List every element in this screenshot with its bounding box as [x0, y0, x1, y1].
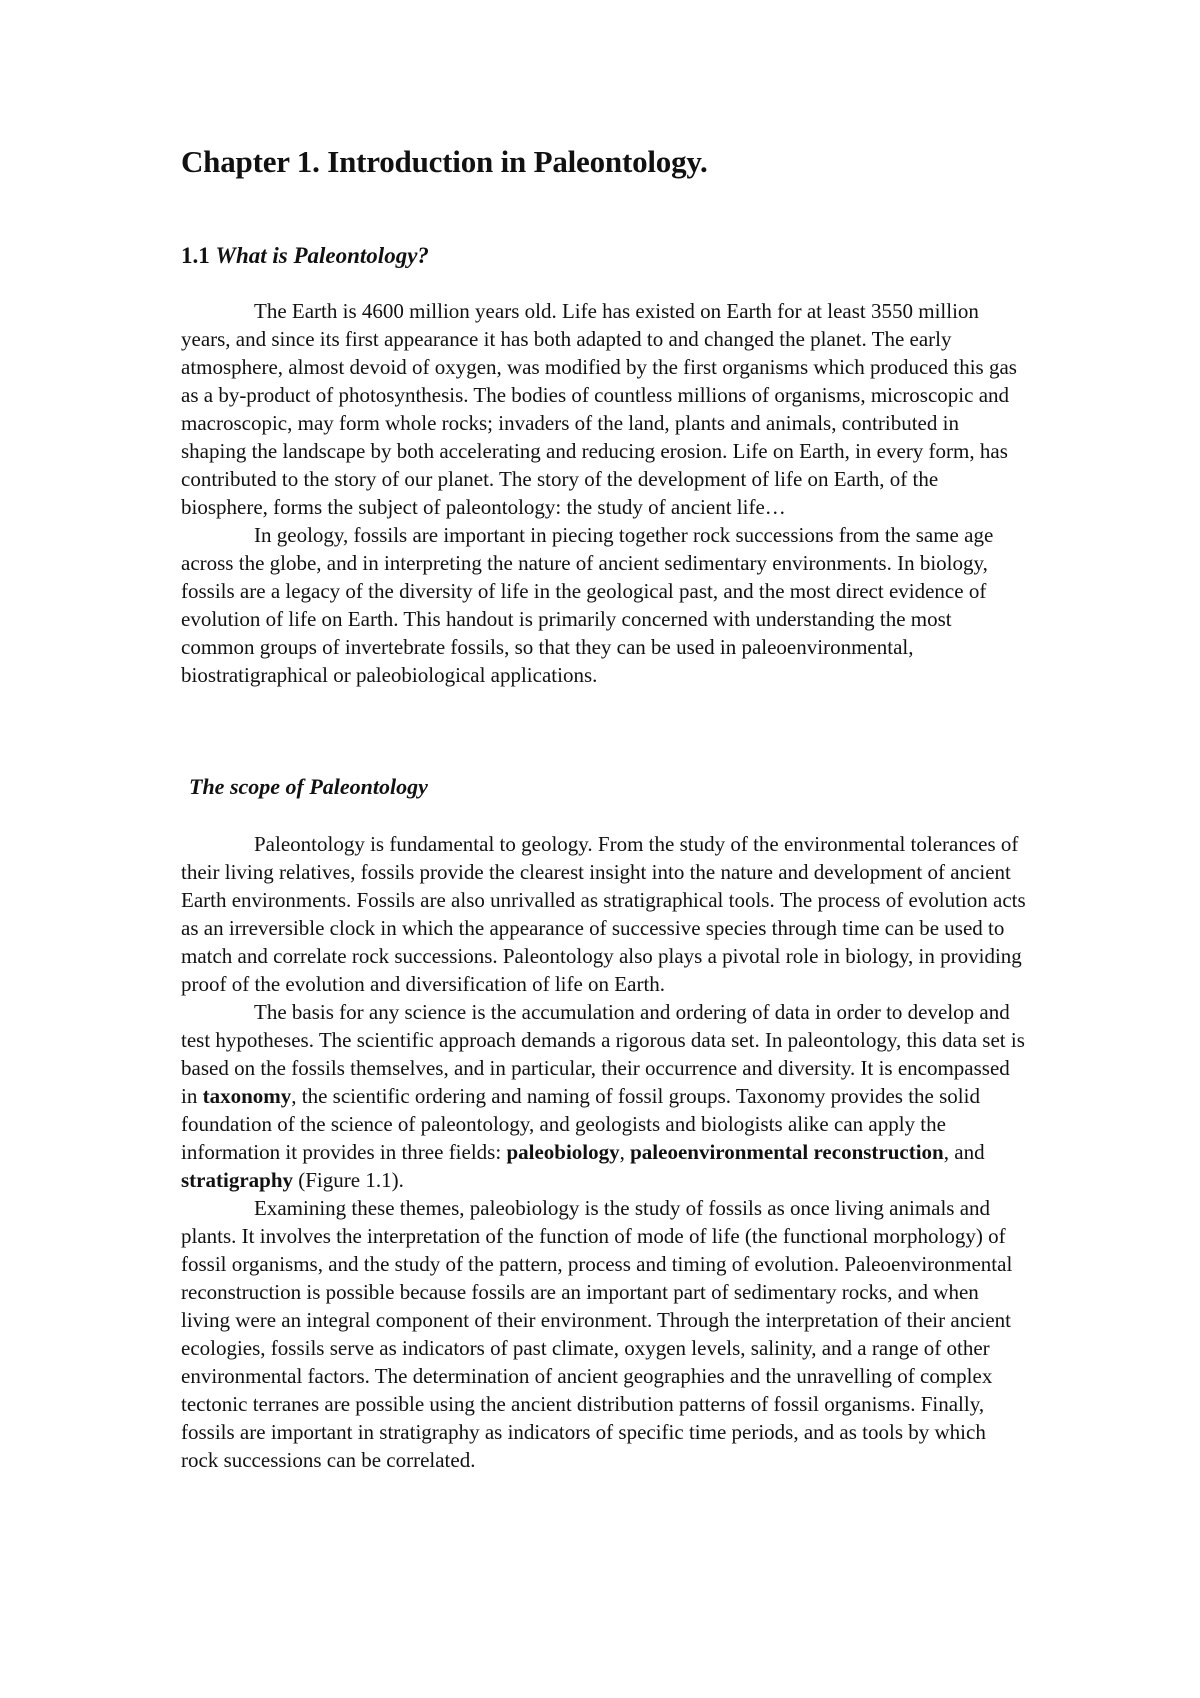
- scope-paragraph-3: Examining these themes, paleobiology is the study of fossils as once living animals and plants. It involves the interpretation of the function of mode of life (the functional morphology) of fossil organisms, and the study of the pattern, process and timing of evolution. Paleoenvironmental reconstruction is possible because fossils are an important part of sedimentary rocks, and when living were an integral component of their environment. Through the interpretation of their ancient ecologies, fossils serve as indicators of past climate, oxygen levels, salinity, and a range of other environmental factors. The determination of ancient geographies and the unravelling of complex tectonic terranes are possible using the ancient distribution patterns of fossil organisms. Finally, fossils are important in stratigraphy as indicators of specific time periods, and as tools by which rock successions can be correlated.: [181, 1196, 1013, 1472]
- scope-p2-text-2: , the scientific ordering and naming of fossil groups. Taxonomy provides the solid foundation of the science of paleontology, and geologists and biologists alike can apply the information it provides in three fields:: [181, 1084, 980, 1164]
- scope-paragraph-1: Paleontology is fundamental to geology. From the study of the environmental tolerances of their living relatives, fossils provide the clearest insight into the nature and development of ancient Earth environments. Fossils are also unrivalled as stratigraphical tools. The process of evolution acts as an irreversible clock in which the appearance of successive species through time can be used to match and correlate rock successions. Paleontology also plays a pivotal role in biology, in providing proof of the evolution and diversification of life on Earth.: [181, 832, 1026, 996]
- intro-paragraph-2: In geology, fossils are important in piecing together rock successions from the same age across the globe, and in interpreting the nature of ancient sedimentary environments. In biology, fossils are a legacy of the diversity of life in the geological past, and the most direct evidence of evolution of life on Earth. This handout is primarily concerned with understanding the most common groups of invertebrate fossils, so that they can be used in paleoenvironmental, biostratigraphical or paleobiological applications.: [181, 523, 994, 687]
- scope-section: [181, 830, 1026, 1474]
- section-heading: [181, 241, 429, 271]
- scope-p2-text-3: (Figure 1.1).: [293, 1168, 404, 1192]
- scope-p2-sep-2: , and: [943, 1140, 985, 1164]
- scope-p2-text-1: The basis for any science is the accumulation and ordering of data in order to develop and test hypotheses. The scientific approach demands a rigorous data set. In paleontology, this data set is based on the fossils themselves, and in particular, their occurrence and diversity. It is encompassed in: [181, 1000, 1025, 1108]
- scope-subheading: The scope of Paleontology: [189, 774, 428, 799]
- section-number: 1.1: [181, 243, 210, 268]
- term-stratigraphy: stratigraphy: [181, 1168, 293, 1192]
- scope-p2-sep-1: ,: [619, 1140, 631, 1164]
- term-paleoenvironmental-reconstruction: paleoenvironmental reconstruction: [630, 1140, 944, 1164]
- section-title: What is Paleontology?: [215, 243, 429, 268]
- term-paleobiology: paleobiology: [506, 1140, 620, 1164]
- intro-section: [181, 297, 1026, 689]
- chapter-title: Chapter 1. Introduction in Paleontology.: [181, 144, 708, 179]
- scope-paragraph-2: [181, 998, 1026, 1194]
- page-content: [181, 142, 1026, 1472]
- term-taxonomy: taxonomy: [202, 1084, 292, 1108]
- intro-paragraph-1: The Earth is 4600 million years old. Life has existed on Earth for at least 3550 million years, and since its first appearance it has both adapted to and changed the planet. The early atmosphere, almost devoid of oxygen, was modified by the first organisms which produced this gas as a by-product of photosynthesis. The bodies of countless millions of organisms, microscopic and macroscopic, may form whole rocks; invaders of the land, plants and animals, contributed in shaping the landscape by both accelerating and reducing erosion. Life on Earth, in every form, has contributed to the story of our planet. The story of the development of life on Earth, of the biosphere, forms the subject of paleontology: the study of ancient life…: [181, 299, 1017, 519]
